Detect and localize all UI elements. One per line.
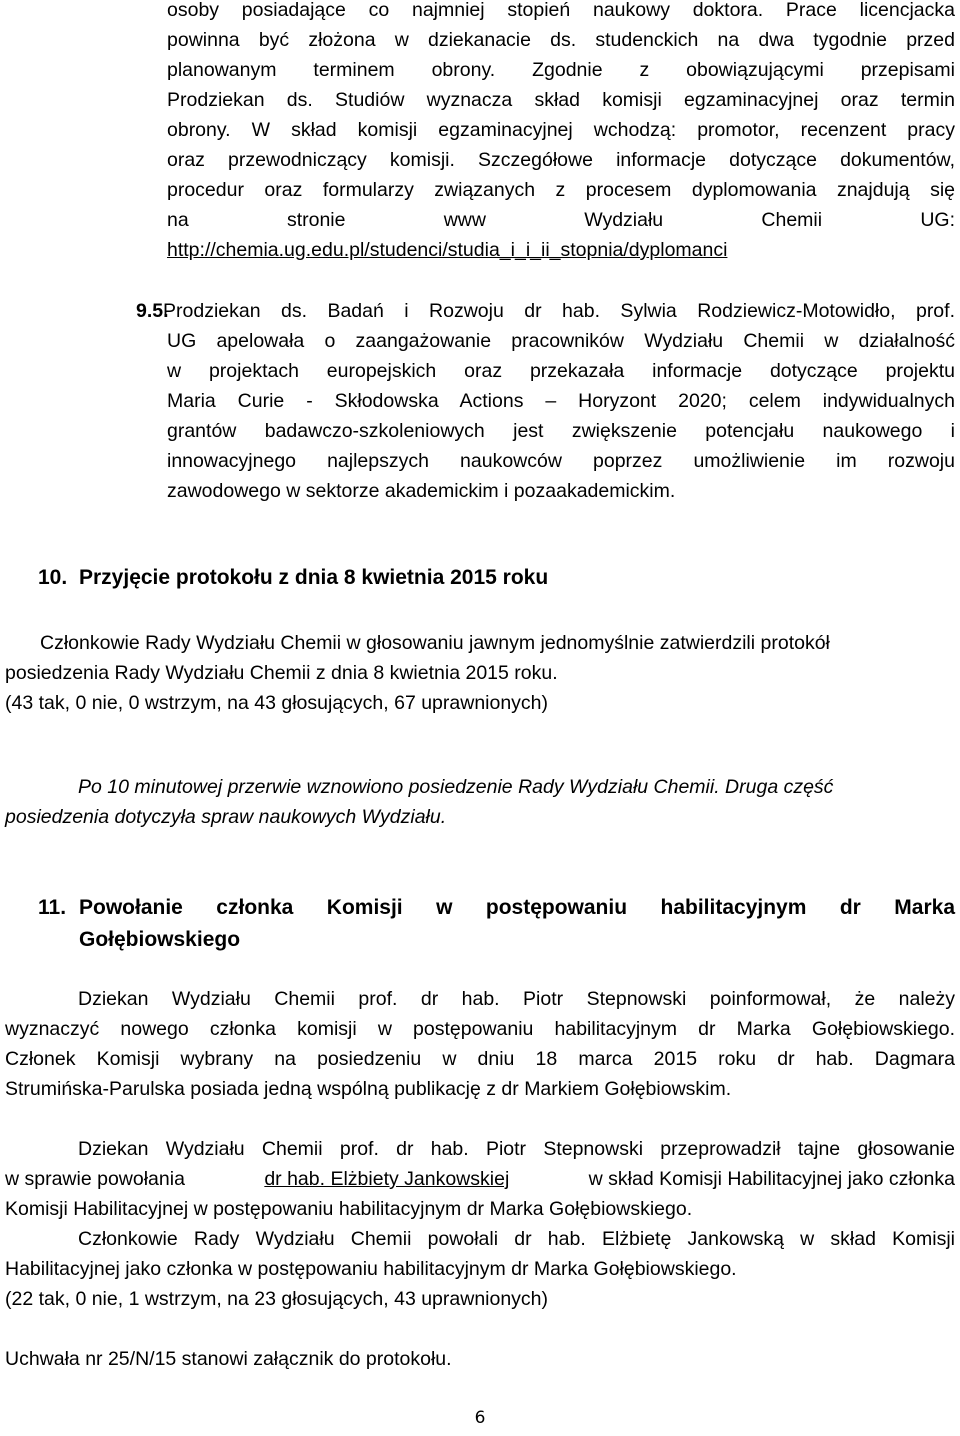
text-line: Prodziekan ds. Badań i Rozwoju dr hab. Sylwia Rodziewicz-Motowidło, prof. — [163, 300, 955, 322]
text-line: Prodziekan ds. Studiów wyznacza skład komisji egzaminacyjnej oraz termin — [167, 89, 955, 111]
page-number: 6 — [474, 1408, 486, 1428]
text-line: Członek Komisji wybrany na posiedzeniu w dniu 18 marca 2015 roku dr hab. Dagmara — [5, 1048, 955, 1070]
text-line: Maria Curie - Skłodowska Actions – Horyzont 2020; celem indywidualnych — [167, 390, 955, 412]
text-line: Habilitacyjnej jako członka w postępowaniu habilitacyjnym dr Marka Gołębiowskiego. — [5, 1258, 737, 1280]
text-fragment: w sprawie powołania — [5, 1168, 191, 1190]
vote-result: (22 tak, 0 nie, 1 wstrzym, na 23 głosujących, 43 uprawnionych) — [5, 1288, 549, 1310]
text-line: Po 10 minutowej przerwie wznowiono posiedzenie Rady Wydziału Chemii. Druga część — [78, 776, 834, 798]
text-line: w projektach europejskich oraz przekazała informacje dotyczące projektu — [167, 360, 955, 382]
text-line: posiedzenia Rady Wydziału Chemii z dnia 8 kwietnia 2015 roku. — [5, 662, 558, 684]
item-number: 9.5. — [136, 300, 169, 322]
text-line: Strumińska-Parulska posiada jedną wspólną publikację z dr Markiem Gołębiowskim. — [5, 1078, 732, 1100]
text-line: procedur oraz formularzy związanych z procesem dyplomowania znajdują się — [167, 179, 955, 201]
vote-result: (43 tak, 0 nie, 0 wstrzym, na 43 głosujących, 67 uprawnionych) — [5, 692, 549, 714]
text-line: posiedzenia dotyczyła spraw naukowych Wydziału. — [5, 806, 447, 828]
text-line: Członkowie Rady Wydziału Chemii powołali dr hab. Elżbietę Jankowską w skład Komisji — [78, 1228, 955, 1250]
text-fragment: w skład Komisji Habilitacyjnej jako członka — [583, 1168, 955, 1190]
text-line: Członkowie Rady Wydziału Chemii w głosowaniu jawnym jednomyślnie zatwierdzili protokół — [40, 632, 830, 654]
faculty-link[interactable]: http://chemia.ug.edu.pl/studenci/studia_i_i_ii_stopnia/dyplomanci — [167, 239, 728, 261]
text-line: powinna być złożona w dziekanacie ds. studenckich na dwa tygodnie przed — [167, 29, 955, 51]
resolution-note: Uchwała nr 25/N/15 stanowi załącznik do protokołu. — [5, 1348, 452, 1370]
section-title: Powołanie członka Komisji w postępowaniu habilitacyjnym dr Marka — [79, 896, 955, 919]
section-title: Przyjęcie protokołu z dnia 8 kwietnia 2015 roku — [79, 566, 549, 589]
text-line: UG apelowała o zaangażowanie pracowników Wydziału Chemii w działalność — [167, 330, 955, 352]
text-line: Dziekan Wydziału Chemii prof. dr hab. Piotr Stepnowski poinformował, że należy — [78, 988, 955, 1010]
section-number: 10. — [38, 566, 68, 589]
nominee-name: dr hab. Elżbiety Jankowskiej — [264, 1168, 510, 1190]
text-line: obrony. W skład komisji egzaminacyjnej wchodzą: promotor, recenzent pracy — [167, 119, 955, 141]
text-line: innowacyjnego najlepszych naukowców poprzez umożliwienie im rozwoju — [167, 450, 955, 472]
text-line: oraz przewodniczący komisji. Szczegółowe informacje dotyczące dokumentów, — [167, 149, 955, 171]
section-title-cont: Gołębiowskiego — [79, 928, 241, 951]
text-line — [5, 1167, 955, 1191]
text-line: zawodowego w sektorze akademickim i pozaakademickim. — [167, 480, 676, 502]
section-number: 11. — [38, 896, 67, 919]
text-line: planowanym terminem obrony. Zgodnie z obowiązującymi przepisami — [167, 59, 955, 81]
text-line: osoby posiadające co najmniej stopień naukowy doktora. Prace licencjacka — [167, 0, 955, 21]
text-line: Dziekan Wydziału Chemii prof. dr hab. Piotr Stepnowski przeprowadził tajne głosowanie — [78, 1138, 955, 1160]
text-line: grantów badawczo-szkoleniowych jest zwiększenie potencjału naukowego i — [167, 420, 955, 442]
text-line: na stronie www Wydziału Chemii UG: — [167, 209, 955, 231]
text-line: wyznaczyć nowego członka komisji w postępowaniu habilitacyjnym dr Marka Gołębiowskiego. — [5, 1018, 955, 1040]
text-line: Komisji Habilitacyjnej w postępowaniu habilitacyjnym dr Marka Gołębiowskiego. — [5, 1198, 693, 1220]
